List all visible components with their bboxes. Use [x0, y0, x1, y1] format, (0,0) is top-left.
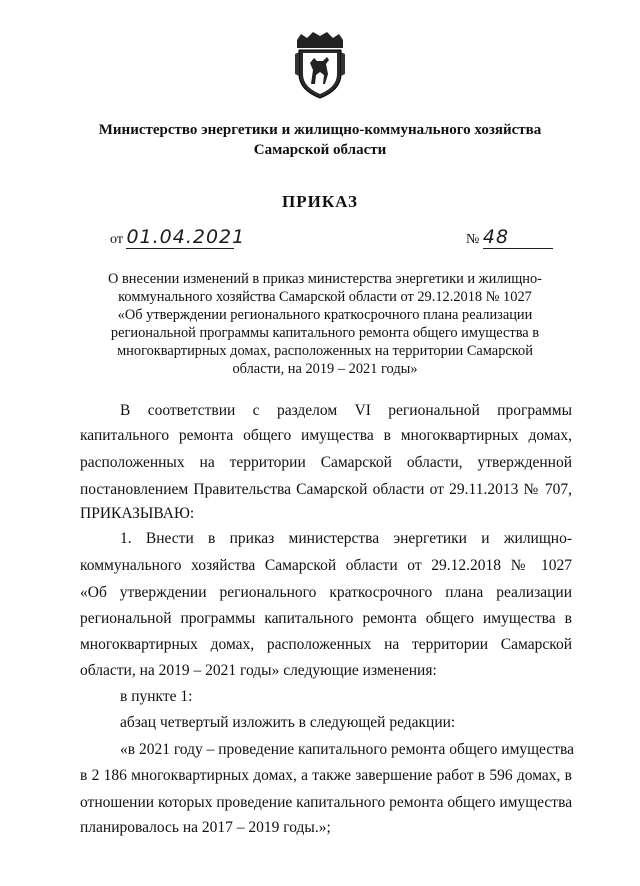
order-title: ПРИКАЗ [282, 192, 358, 211]
body-line: планировалось на 2017 – 2019 годы.»; [80, 819, 331, 836]
body-line: многоквартирных домах, расположенных на территории Самарской [80, 636, 572, 653]
order-number [466, 226, 553, 249]
body-line: «Об утверждении регионального краткосрочного плана реализации [80, 584, 572, 601]
body-line: 1. Внести в приказ министерства энергетики и жилищно- [120, 530, 572, 547]
ministry-name-line1: Министерство энергетики и жилищно-коммунального хозяйства [98, 122, 542, 138]
ministry-name-line2: Самарской области [253, 142, 387, 158]
body-line: «в 2021 году – проведение капитального ремонта общего имущества [120, 741, 574, 758]
order-date [110, 226, 246, 249]
body-line: В соответствии с разделом VI региональной программы [120, 402, 572, 419]
body-line: постановлением Правительства Самарской области от 29.11.2013 № 707, [80, 481, 572, 498]
body-line: ПРИКАЗЫВАЮ: [80, 505, 195, 522]
number-value: 48 [482, 226, 510, 248]
subject-line: многоквартирных домах, расположенных на территории Самарской [117, 343, 533, 359]
body-line: капитального ремонта общего имущества в многоквартирных домах, [80, 427, 572, 444]
coat-of-arms-icon [293, 30, 347, 100]
subject-line: О внесении изменений в приказ министерства энергетики и жилищно- [108, 271, 542, 287]
body-line: абзац четвертый изложить в следующей редакции: [120, 714, 456, 731]
subject-line: коммунального хозяйства Самарской области от 29.12.2018 № 1027 [118, 289, 532, 305]
number-prefix: № [466, 232, 480, 247]
body-line: коммунального хозяйства Самарской области от 29.12.2018 № 1027 [80, 557, 572, 574]
body-line: области, на 2019 – 2021 годы» следующие изменения: [80, 662, 437, 679]
body-line: расположенных на территории Самарской области, утвержденной [80, 454, 572, 471]
body-line: отношении которых проведение капитального ремонта общего имущества [80, 794, 573, 811]
date-prefix: от [110, 232, 123, 247]
subject-line: области, на 2019 – 2021 годы» [232, 361, 418, 377]
body-line: региональной программы капитального ремонта общего имущества в [80, 610, 572, 627]
subject-line: региональной программы капитального ремонта общего имущества в [110, 325, 540, 341]
body-line: в пункте 1: [120, 688, 193, 705]
subject-line: «Об утверждении регионального краткосрочного плана реализации [117, 307, 533, 323]
date-value: 01.04.2021 [126, 226, 246, 248]
order-subject [80, 270, 570, 378]
body-line: в 2 186 многоквартирных домах, а также завершение работ в 596 домах, в [80, 767, 572, 784]
